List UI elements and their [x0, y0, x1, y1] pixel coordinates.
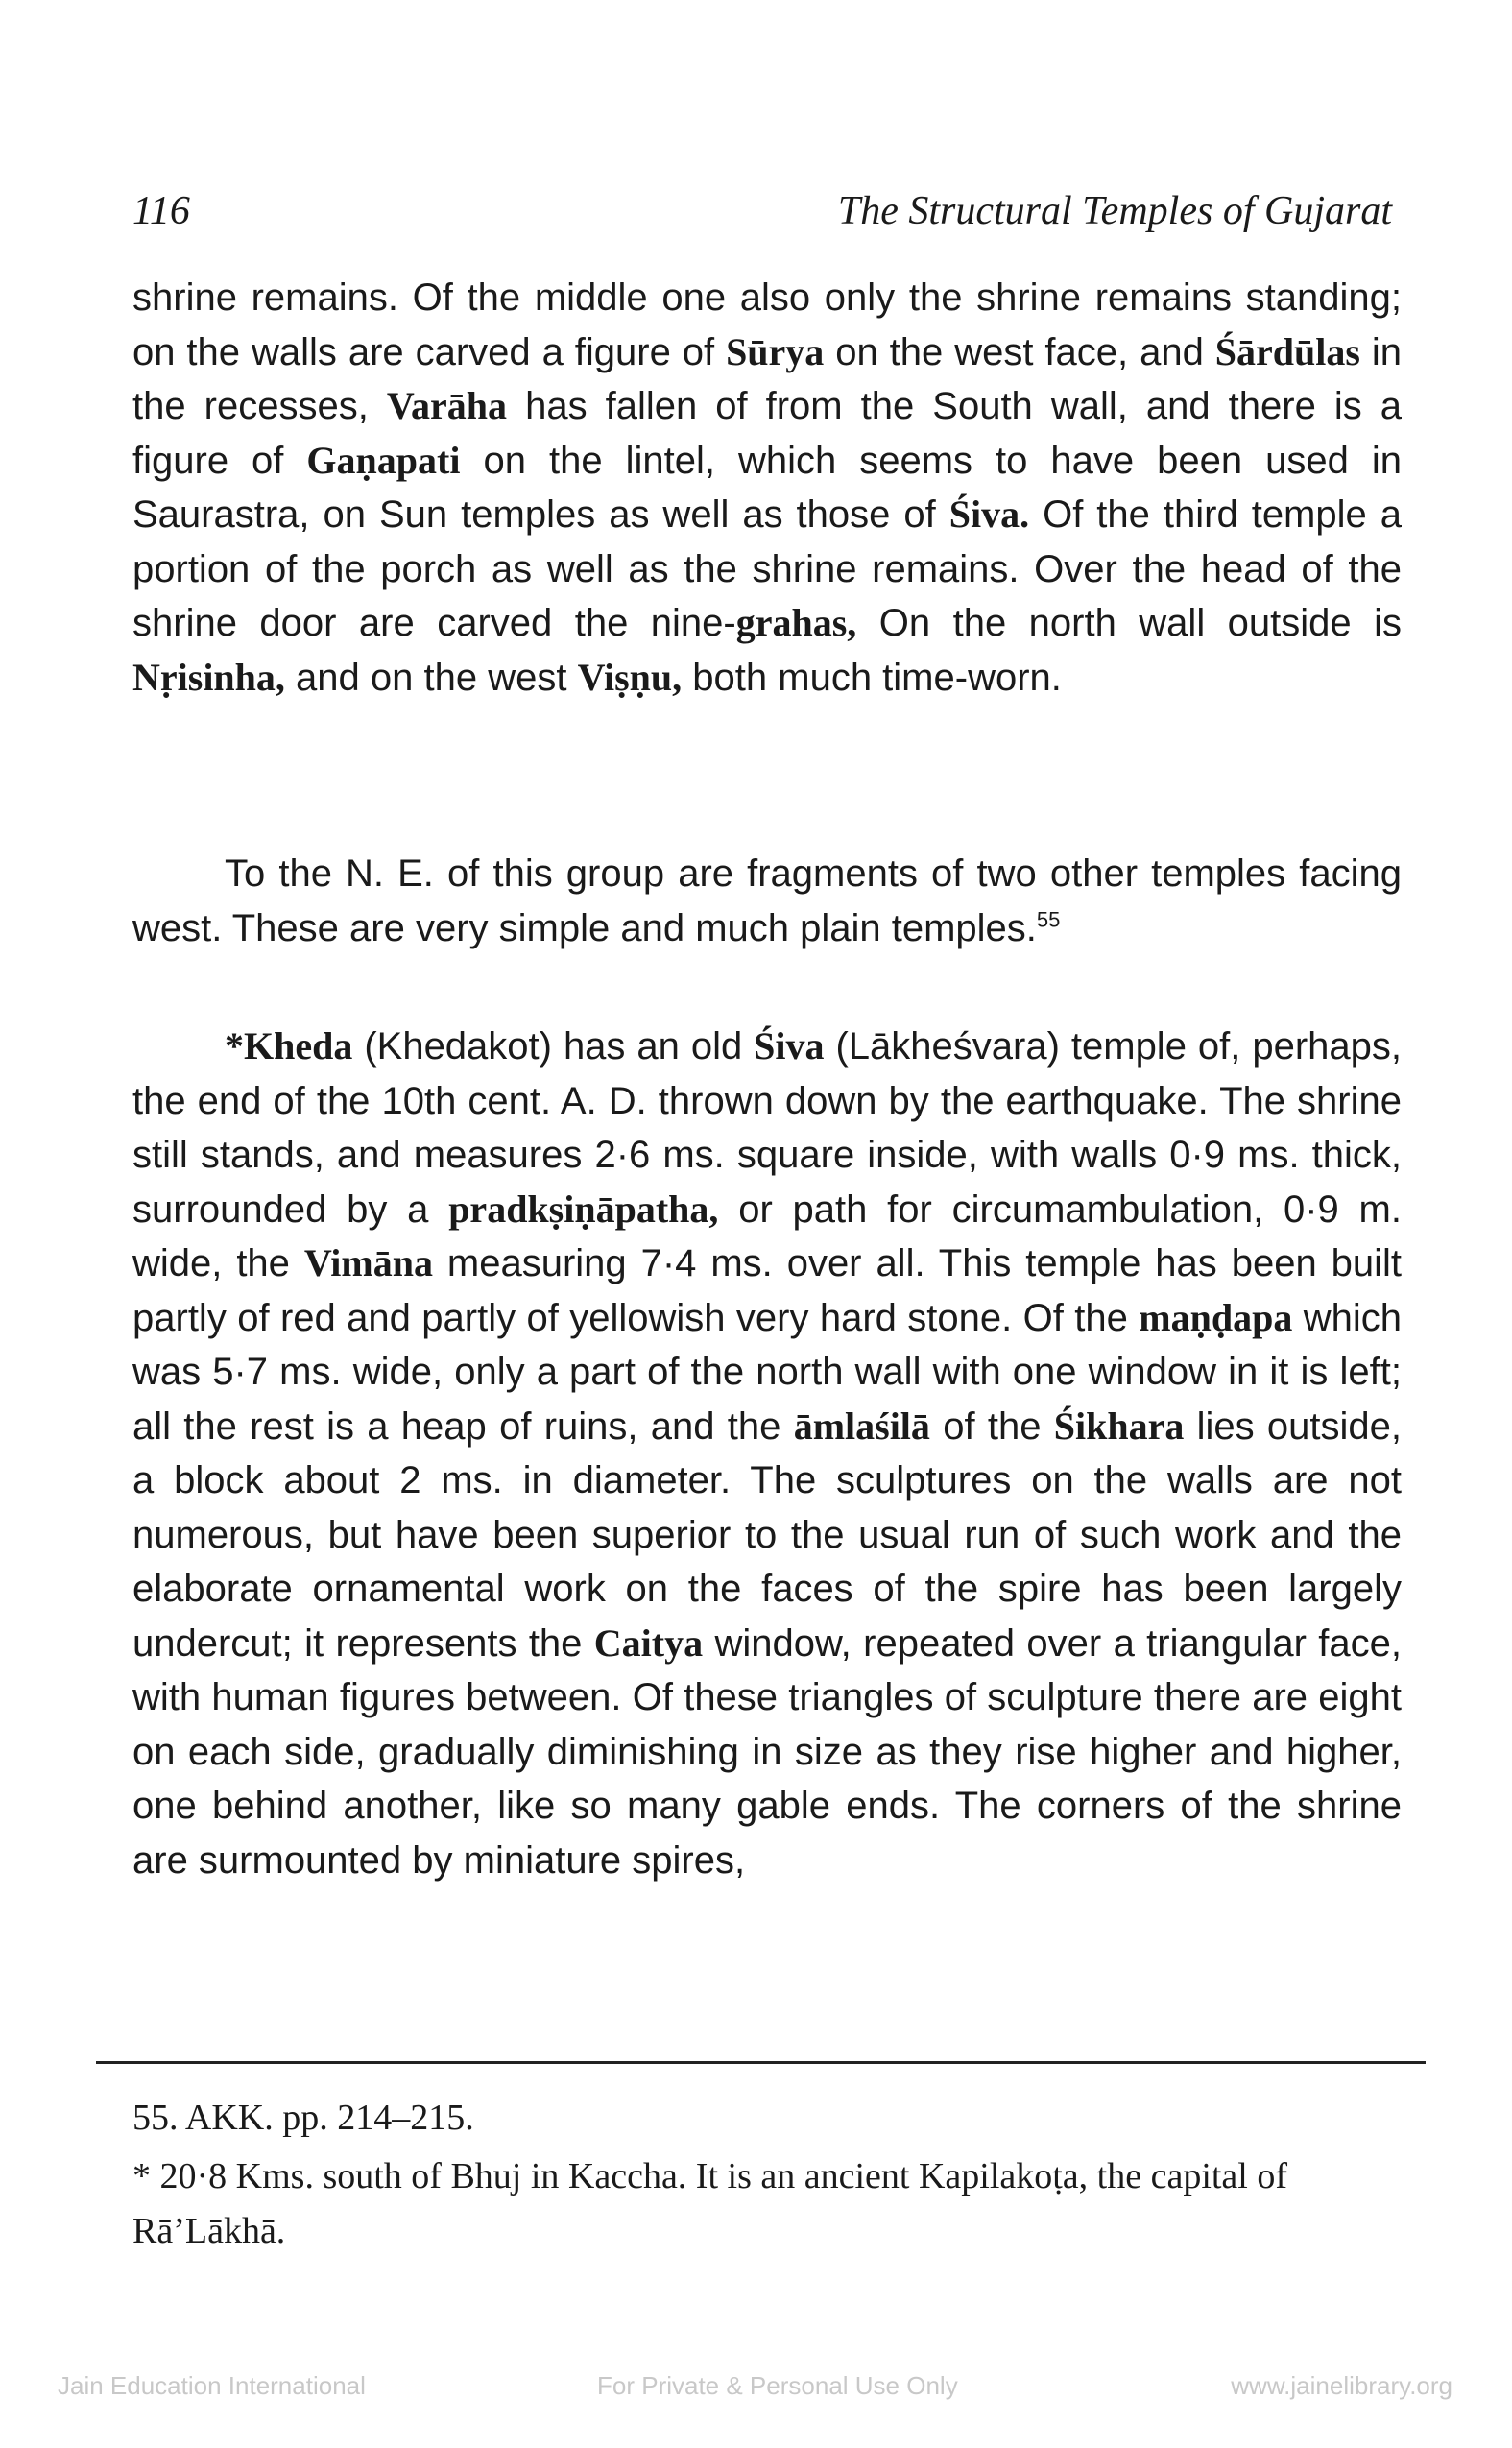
term-vimana: Vimāna: [303, 1241, 433, 1284]
page-header: [132, 188, 1392, 246]
watermark-center: For Private & Personal Use Only: [597, 2371, 958, 2400]
text-run: or path for circumambulation, 0·9 m. wide, the: [132, 1188, 1402, 1284]
text-run: in the recesses,: [132, 330, 1402, 427]
term-sikhara: Śikhara: [1053, 1404, 1185, 1448]
term-nrisinha: Nṛisinha,: [132, 655, 285, 699]
text-run: on the west face, and: [824, 330, 1215, 373]
term-ganapati: Gaṇapati: [306, 438, 461, 482]
footnotes: [132, 2091, 1402, 2259]
term-sardulas: Śārdūlas: [1214, 329, 1360, 373]
term-amlasila: āmlaśilā: [793, 1404, 930, 1448]
text-run: window, repeated over a triangular face, with human figures between. Of these triangles of sculpture there are eight on each side, gradually diminishing in size as they rise higher and higher, one behind another, like so many gable ends. The corners of the shrine are surmounted by miniature spires,: [132, 1621, 1402, 1882]
footnote-reference: 55: [1036, 907, 1061, 932]
text-run: on the lintel, which seems to have been used in Saurastra, on Sun temples as well as those of: [132, 439, 1402, 536]
text-run: (Lākheśvara) temple of, perhaps, the end of the 10th cent. A. D. thrown down by the earthquake. The shrine still stands, and measures 2·6 ms. square inside, with walls 0·9 ms. thick, surrounded by a: [132, 1025, 1402, 1231]
footnote-55: 55. AKK. pp. 214–215.: [132, 2098, 474, 2138]
term-grahas: grahas,: [735, 601, 857, 644]
text-run: shrine remains. Of the middle one also only the shrine remains standing; on the walls are carved a figure of: [132, 276, 1402, 373]
page-number: 116: [132, 189, 190, 233]
paragraph-1: [132, 271, 1402, 705]
text-run: measuring 7·4 ms. over all. This temple has been built partly of red and partly of yellowish very hard stone. Of the: [132, 1242, 1402, 1339]
text-run: Of the third temple a portion of the porch as well as the shrine remains. Over the head of the shrine door are carved the nine-: [132, 493, 1402, 644]
text-run: To the N. E. of this group are fragments of two other temples facing west. These are very simple and much plain temples.: [132, 852, 1402, 949]
footnote-kheda: * 20·8 Kms. south of Bhuj in Kaccha. It is an ancient Kapilakoṭa, the capital of Rā’Lākhā.: [132, 2156, 1288, 2251]
paragraph-3: [132, 1020, 1402, 1887]
term-kheda: *Kheda: [225, 1024, 353, 1068]
paragraph-2: [132, 847, 1402, 955]
text-run: both much time-worn.: [682, 656, 1062, 699]
term-pradksinapatha: pradkṣiṇāpatha,: [448, 1187, 719, 1231]
text-run: which was 5·7 ms. wide, only a part of the north wall with one window in it is left; all the rest is a heap of ruins, and the: [132, 1296, 1402, 1448]
term-varaha: Varāha: [386, 384, 508, 427]
watermark-left: Jain Education International: [58, 2371, 366, 2400]
text-run: On the north wall outside is: [856, 602, 1402, 644]
watermark-right: www.jainelibrary.org: [1231, 2371, 1452, 2400]
text-run: and on the west: [284, 656, 578, 699]
footnote-divider: [96, 2061, 1426, 2064]
text-run: of the: [929, 1404, 1054, 1448]
term-visnu: Viṣṇu,: [577, 655, 683, 699]
running-head: The Structural Temples of Gujarat: [837, 189, 1392, 233]
term-surya: Sūrya: [726, 329, 825, 373]
text-run: lies outside, a block about 2 ms. in diameter. The sculptures on the walls are not numerous, but have been superior to the usual run of such work and the elaborate ornamental work on the faces of the spire has been largely undercut; it represents the: [132, 1404, 1402, 1665]
text-run: has fallen of from the South wall, and there is a figure of: [132, 385, 1402, 482]
term-mandapa: maṇḍapa: [1139, 1295, 1293, 1339]
term-siva: Śiva.: [948, 492, 1030, 536]
term-caitya: Caitya: [593, 1620, 704, 1665]
term-siva-2: Śiva: [754, 1024, 825, 1068]
text-run: (Khedakot) has an old: [352, 1025, 755, 1068]
